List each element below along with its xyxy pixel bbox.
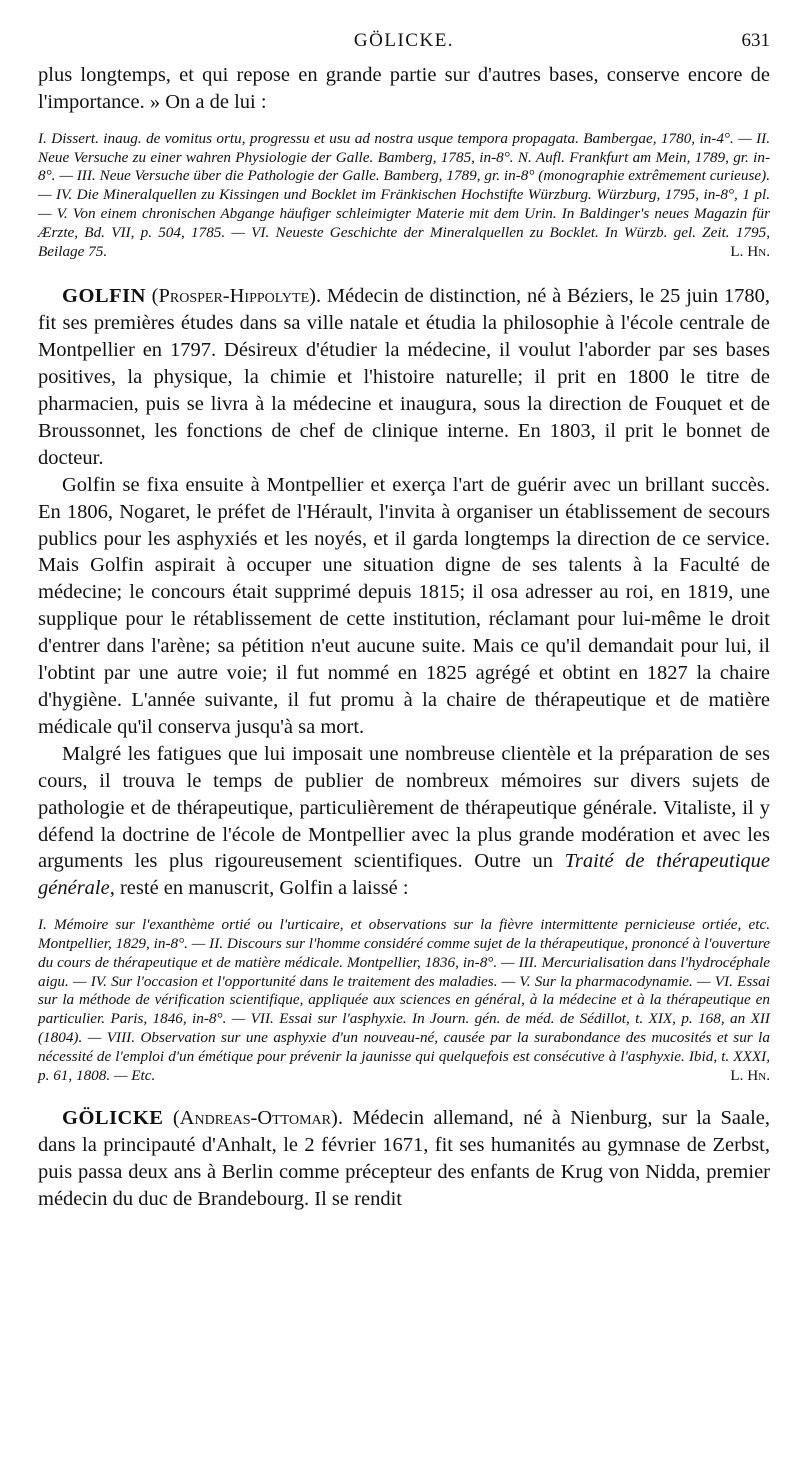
entry-golicke <box>38 1105 770 1213</box>
bibliography-golfin <box>38 916 770 1085</box>
golfin-paragraph-1 <box>38 283 770 471</box>
golfin-paragraph-2: Golfin se fixa ensuite à Montpellier et exerça l'art de guérir avec un brillant succès. En 1806, Nogaret, le préfet de l'Hérault, l'invita à organiser un établissement de secours publics pour les asphyxiés et les noyés, et il garda longtemps la direction de ce service. Mais Golfin aspirait à occuper une situation digne de ses talents à la Faculté de médecine; le concours était supprimé depuis 1815; il osa adresser au roi, en 1819, une supplique pour le rétablissement de cette institution, réclamant pour lui-même le droit d'entrer dans l'arène; sa pétition n'eut aucune suite. Mais ce qu'il demandait pour lui, il l'obtint par une autre voie; il fut nommé en 1825 agrégé et obtint en 1827 la chaire d'hygiène. L'année suivante, il fut promu à la chaire de thérapeutique et de matière médicale qu'il conserva jusqu'à sa mort. <box>38 473 770 738</box>
golicke-p1-text: Médecin allemand, né à Nienburg, sur la Saale, dans la principauté d'Anhalt, le 2 février 1671, fit ses humanités au gymnase de Zerbst, puis passa deux ans à Berlin comme précepteur des enfants de Krug von Nidda, premier médecin du duc de Brandebourg. Il se rendit <box>38 1107 770 1211</box>
page-number: 631 <box>741 30 770 51</box>
golfin-p1-text: Médecin de distinction, né à Béziers, le 25 juin 1780, fit ses premières études dans sa ville natale et étudia la philosophie à l'école centrale de Montpellier en 1797. Désireux d'étudier la médecine, il voulut l'aborder par ses bases positives, la physique, la chimie et l'histoire naturelle; il prit en 1800 le titre de pharmacien, puis se livra à la médecine et inaugura, sous la direction de Fouquet et de Broussonnet, les fonctions de chef de clinique interne. En 1803, il prit le bonnet de docteur. <box>38 285 770 469</box>
golfin-paragraph-3 <box>38 741 770 902</box>
page-header <box>38 26 770 60</box>
entry-golfin <box>38 283 770 902</box>
golicke-paragraph-1 <box>38 1105 770 1213</box>
bibliography-author: L. Hn. <box>730 242 770 260</box>
golicke-headword: GÖLICKE <box>62 1107 164 1130</box>
golfin-p3-title: Traité de thérapeutique générale <box>38 850 770 900</box>
golicke-names: (Andreas-Ottomar). <box>172 1107 343 1130</box>
running-head: GÖLICKE. <box>353 30 455 51</box>
page <box>38 26 770 1213</box>
bibliography-previous-entry <box>38 130 770 262</box>
golfin-p3-text-a: Malgré les fatigues que lui imposait une nombreuse clientèle et la préparation de ses cours, il trouva le temps de publier de nombreux mémoires sur divers sujets de pathologie et de thérapeutique, particulièrement de thérapeutique générale. Vitaliste, il y défend la doctrine de l'école de Montpellier avec la plus grande modération et avec les arguments les plus rigoureusement scientifiques. Outre un <box>38 742 770 873</box>
bibliography-text: I. Dissert. inaug. de vomitus ortu, progressu et usu ad nostra usque tempora propagata. Bambergae, 1780, in-4°. — II. Neue Versuche zu einer wahren Physiologie der Galle. Bamberg, 1785, in-8°. N. Aufl. Frankfurt am Mein, 1789, gr. in-8°. — III. Neue Versuche über die Pathologie der Galle. Bamberg, 1789, gr. in-8° (monographie extrêmement curieuse). — IV. Die Mineralquellen zu Kissingen und Bocklet im Fränkischen Hochstifte Würzburg. Würzburg, 1795, in-8°, 1 pl. — V. Von einem chronischen Abgange häufiger schleimigter Materie mit dem Urin. In Baldinger's neues Magazin für Ærzte, Bd. VII, p. 504, 1785. — VI. Neueste Geschichte der Mineralquellen zu Bocklet. In Würzb. gel. Zeit. 1795, Beilage 75. <box>38 129 770 260</box>
intro-paragraph: plus longtemps, et qui repose en grande partie sur d'autres bases, conserve encore de l'importance. » On a de lui : <box>38 64 770 113</box>
golfin-headword: GOLFIN <box>62 285 146 308</box>
golfin-names: (Prosper-Hippolyte). <box>151 285 322 308</box>
bibliography-author: L. Hn. <box>730 1066 770 1084</box>
bibliography-text: I. Mémoire sur l'exanthème ortié ou l'urticaire, et observations sur la fièvre intermittente pernicieuse ortiée, etc. Montpellier, 1829, in-8°. — II. Discours sur l'homme considéré comme sujet de la thérapeutique, prononcé à l'ouverture du cours de thérapeutique et de matière médicale. Montpellier, 1836, in-8°. — III. Mercurialisation dans l'hydrocéphale aigu. — IV. Sur l'occasion et l'opportunité dans le traitement des maladies. — V. Sur la pharmacodynamie. — VI. Essai sur la méthode de vérification scientifique, appliquée aux sciences en général, à la médecine et à la thérapeutique en particulier. Paris, 1846, in-8°. — VII. Essai sur l'asphyxie. In Journ. gén. de méd. de Sédillot, t. XIX, p. 168, an XII (1804). — VIII. Observation sur une asphyxie d'un nouveau-né, causée par la surabondance des mucosités et sur la nécessité de l'emploi d'un émétique pour prévenir la jaunisse qui quelquefois est consécutive à l'asphyxie. Ibid, t. XXXI, p. 61, 1808. — Etc. <box>38 916 770 1084</box>
golfin-p3-text-b: , resté en manuscrit, Golfin a laissé : <box>109 877 409 900</box>
